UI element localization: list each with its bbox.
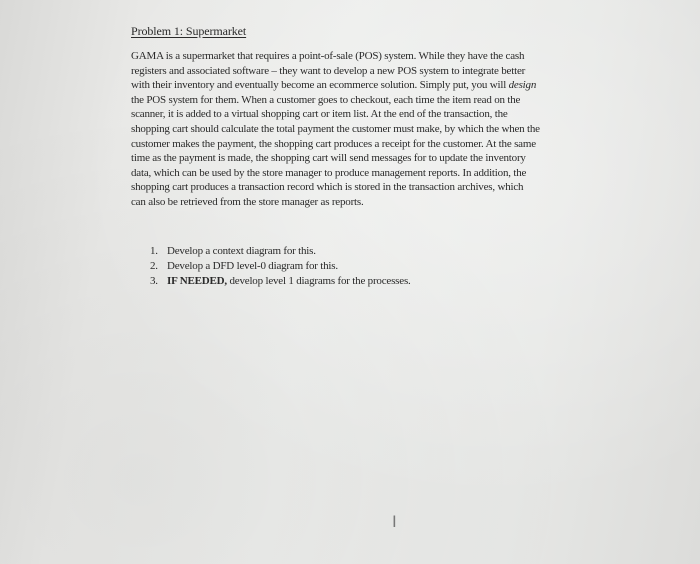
task-text: Develop a context diagram for this. bbox=[167, 245, 316, 257]
task-emphasis: IF NEEDED, bbox=[167, 275, 227, 287]
paragraph-line: shopping cart produces a transaction record which is stored in the transaction archives, which bbox=[131, 181, 524, 194]
italic-emphasis: design bbox=[508, 79, 537, 92]
task-item bbox=[150, 259, 411, 274]
problem-title: Problem 1: Supermarket bbox=[131, 24, 247, 38]
task-item bbox=[150, 274, 411, 289]
task-item bbox=[150, 244, 411, 259]
paragraph-line: time as the payment is made, the shopping cart will send messages for to update the inventory bbox=[131, 152, 526, 165]
paragraph-line: GAMA is a supermarket that requires a point-of-sale (POS) system. While they have the cash bbox=[131, 50, 525, 62]
text-cursor-icon: I bbox=[392, 512, 397, 531]
paragraph-line: registers and associated software – they want to develop a new POS system to integrate better bbox=[131, 64, 526, 77]
task-list bbox=[150, 244, 411, 289]
task-text: Develop a DFD level-0 diagram for this. bbox=[167, 260, 338, 272]
paragraph-line: the POS system for them. When a customer goes to checkout, each time the item read on the bbox=[131, 93, 521, 106]
problem-description bbox=[131, 49, 601, 210]
paragraph-line bbox=[131, 78, 601, 93]
paragraph-line: can also be retrieved from the store manager as reports. bbox=[131, 195, 364, 208]
task-number: 2. bbox=[150, 260, 158, 272]
paragraph-line-text: with their inventory and eventually become an ecommerce solution. Simply put, you will bbox=[131, 79, 507, 92]
task-number: 1. bbox=[150, 245, 158, 257]
paragraph-line: customer makes the payment, the shopping cart produces a receipt for the customer. At the same bbox=[131, 137, 536, 150]
paragraph-line: scanner, it is added to a virtual shopping cart or item list. At the end of the transaction, the bbox=[131, 108, 508, 121]
task-text: develop level 1 diagrams for the processes. bbox=[226, 275, 411, 287]
paragraph-line: shopping cart should calculate the total payment the customer must make, by which the when the bbox=[131, 122, 540, 135]
paragraph-line: data, which can be used by the store manager to produce management reports. In addition, the bbox=[131, 166, 527, 179]
task-number: 3. bbox=[150, 275, 158, 287]
